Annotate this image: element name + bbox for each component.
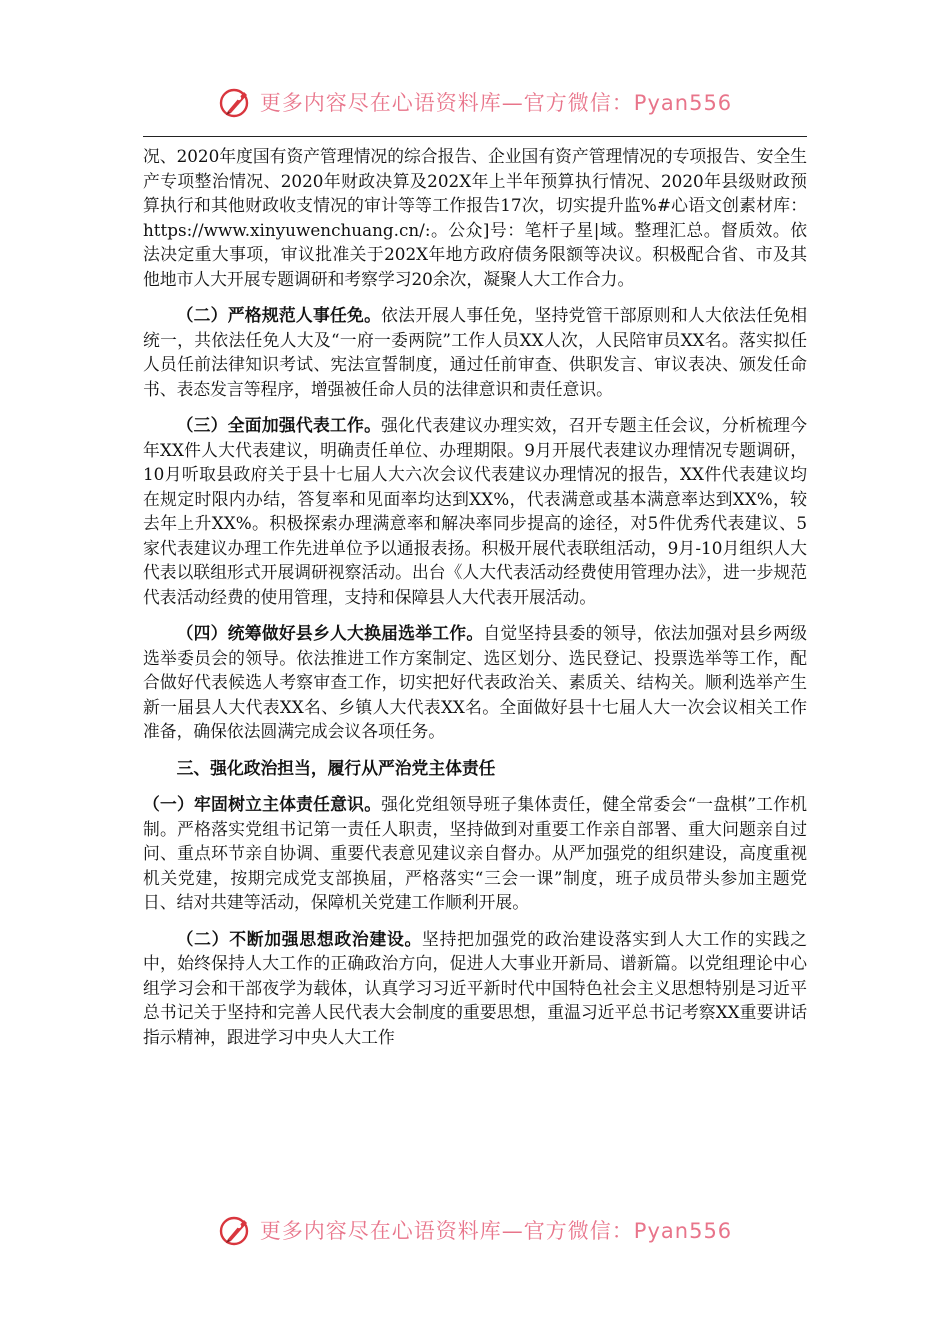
paragraph-body: 自觉坚持县委的领导，依法加强对县乡两级选举委员会的领导。依法推进工作方案制定、选区划分、选民登记、投票选举等工作，配合做好代表候选人考察审查工作，切实把好代表政治关、素质关、结构关。顺利选举产生新一届县人大代表XX名、乡镇人大代表XX名。全面做好县十七届人大一次会议相关工作准备，确保依法圆满完成会议各项任务。 <box>143 623 807 741</box>
footer-banner <box>0 1208 950 1252</box>
paragraph-representatives <box>143 413 807 609</box>
paragraph-title: （二）不断加强思想政治建设。 <box>176 928 423 949</box>
paragraph-continuation <box>143 144 807 291</box>
paragraph-body: 强化代表建议办理实效，召开专题主任会议，分析梳理今年XX件人大代表建议，明确责任单位、办理期限。9月开展代表建议办理情况专题调研，10月听取县政府关于县十七届人大六次会议代表建议办理情况的报告，XX件代表建议均在规定时限内办结，答复率和见面率均达到XX%，代表满意或基本满意率达到XX%，较去年上升XX%。积极探索办理满意率和解决率同步提高的途径，对5件优秀代表建议、5家代表建议办理工作先进单位予以通报表扬。积极开展代表联组活动，9月-10月组织人大代表以联组形式开展调研视察活动。出台《人大代表活动经费使用管理办法》，进一步规范代表活动经费的使用管理，支持和保障县人大代表开展活动。 <box>143 415 807 607</box>
document-body <box>143 144 807 1061</box>
paragraph-responsibility <box>143 792 807 915</box>
pen-logo-icon <box>218 84 254 120</box>
paragraph-body: 坚持把加强党的政治建设落实到人大工作的实践之中，始终保持人大工作的正确政治方向，促进人大事业开新局、谱新篇。以党组理论中心组学习会和干部夜学为载体，认真学习习近平新时代中国特色社会主义思想特别是习近平总书记关于坚持和完善人民代表大会制度的重要思想，重温习近平总书记考察XX重要讲话指示精神，跟进学习中央人大工作 <box>143 928 807 1047</box>
header-banner <box>0 80 950 124</box>
section-heading: 三、强化政治担当，履行从严治党主体责任 <box>176 757 496 778</box>
paragraph-ideology <box>143 927 807 1050</box>
paragraph-body: 依法开展人事任免，坚持党管干部原则和人大依法任免相统一，共依法任免人大及“一府一委两院”工作人员XX人次，人民陪审员XX名。落实拟任人员任前法律知识考试、宪法宣誓制度，通过任前审查、供职发言、审议表决、颁发任命书、表态发言等程序，增强被任命人员的法律意识和责任意识。 <box>143 305 807 399</box>
header-divider <box>143 136 807 137</box>
paragraph-title: （三）全面加强代表工作。 <box>176 415 382 435</box>
paragraph-title: （一）牢固树立主体责任意识。 <box>143 794 382 814</box>
paragraph-body: 况、2020年度国有资产管理情况的综合报告、企业国有资产管理情况的专项报告、安全生产专项整治情况、2020年财政决算及202X年上半年预算执行情况、2020年县级财政预算执行和其他财政收支情况的审计等等工作报告17次，切实提升监%#心语文创素材库：https://www.xinyuwenchuang.cn/:。公众]号：笔杆子星|域。整理汇总。督质效。依法决定重大事项，审议批准关于202X年地方政府债务限额等决议。积极配合省、市及其他地市人大开展专题调研和考察学习20余次，凝聚人大工作合力。 <box>143 146 807 289</box>
pen-logo-icon <box>218 1212 254 1248</box>
paragraph-personnel <box>143 303 807 401</box>
paragraph-body: 强化党组领导班子集体责任，健全常委会“一盘棋”工作机制。严格落实党组书记第一责任人职责，坚持做到对重要工作亲自部署、重大问题亲自过问、重点环节亲自协调、重要代表意见建议亲自督办。从严加强党的组织建设，高度重视机关党建，按期完成党支部换届，严格落实“三会一课”制度，班子成员带头参加主题党日、结对共建等活动，保障机关党建工作顺利开展。 <box>143 794 807 912</box>
paragraph-election <box>143 621 807 744</box>
paragraph-title: （四）统筹做好县乡人大换届选举工作。 <box>176 623 484 643</box>
paragraph-title: （二）严格规范人事任免。 <box>176 305 382 325</box>
footer-banner-text: 更多内容尽在心语资料库—官方微信：Pyan556 <box>259 1219 733 1243</box>
header-banner-text: 更多内容尽在心语资料库—官方微信：Pyan556 <box>259 91 733 115</box>
